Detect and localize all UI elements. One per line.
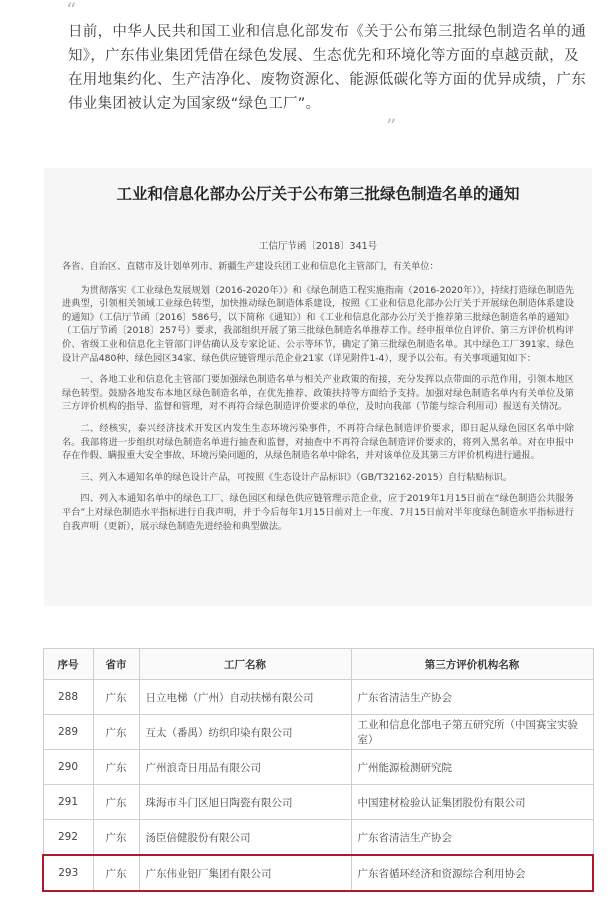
green-factory-table xyxy=(42,648,594,892)
cell-evaluator: 中国建材检验认证集团股份有限公司 xyxy=(351,785,593,820)
notice-paragraph: 三、列入本通知名单的绿色设计产品，可按照《生态设计产品标识》（GB/T32162-2015）自行粘贴标识。 xyxy=(80,471,513,483)
cell-evaluator: 广东省清洁生产协会 xyxy=(351,820,593,856)
header-evaluator: 第三方评价机构名称 xyxy=(351,649,593,680)
intro-paragraph: 日前，中华人民共和国工业和信息化部发布《关于公布第三批绿色制造名单的通知》，广东伟业集团凭借在绿色发展、生态优先和环境化等方面的卓越贡献，及在用地集约化、生产洁净化、废物资源化、能源低碳化等方面的优异成绩，广东伟业集团被认定为国家级“绿色工厂”。 xyxy=(68,24,586,112)
notice-paragraph: 四、列入本通知名单中的绿色工厂、绿色园区和绿色供应链管理示范企业，应于2019年1月15日前在“绿色制造公共服务平台”上对绿色制造水平指标进行自我声明，并于今后每年1月15日前对上一年度、7月15日前对半年度绿色制造水平指标进行自我声明（更新），展示绿色制造先进经验和典型做法。 xyxy=(62,493,574,532)
cell-serial: 291 xyxy=(43,785,93,820)
table-row xyxy=(43,680,593,715)
cell-factory-name: 汤臣倍健股份有限公司 xyxy=(139,820,351,856)
cell-province: 广东 xyxy=(93,715,139,750)
cell-serial: 293 xyxy=(43,855,93,891)
cell-serial: 290 xyxy=(43,750,93,785)
table-row xyxy=(43,715,593,750)
cell-province: 广东 xyxy=(93,750,139,785)
cell-serial: 289 xyxy=(43,715,93,750)
notice-paragraph: 一、各地工业和信息化主管部门要加强绿色制造名单与相关产业政策的衔接，充分发挥以点带面的示范作用，引领本地区绿色转型。鼓励各地发布本地区绿色制造名单，在优先推荐、政策扶持等方面给予支持。加强对绿色制造名单内有关单位及第三方评价机构的指导、监督和管理，对不再符合绿色制造评价要求的单位，及时向我部（节能与综合利用司）报送有关情况。 xyxy=(62,374,574,413)
cell-province: 广东 xyxy=(93,785,139,820)
header-factory-name: 工厂名称 xyxy=(139,649,351,680)
cell-evaluator: 工业和信息化部电子第五研究所（中国赛宝实验室） xyxy=(351,715,593,750)
header-serial: 序号 xyxy=(43,649,93,680)
cell-serial: 288 xyxy=(43,680,93,715)
cell-serial: 292 xyxy=(43,820,93,856)
cell-factory-name: 广东伟业铝厂集团有限公司 xyxy=(139,855,351,891)
notice-title: 工业和信息化部办公厅关于公布第三批绿色制造名单的通知 xyxy=(116,185,520,203)
cell-factory-name: 互太（番禺）纺织印染有限公司 xyxy=(139,715,351,750)
cell-evaluator: 广东省清洁生产协会 xyxy=(351,680,593,715)
cell-factory-name: 日立电梯（广州）自动扶梯有限公司 xyxy=(139,680,351,715)
table-row xyxy=(43,750,593,785)
table-row xyxy=(43,785,593,820)
header-province: 省市 xyxy=(93,649,139,680)
cell-evaluator: 广东省循环经济和资源综合利用协会 xyxy=(351,855,593,891)
highlighted-table-row xyxy=(43,855,593,891)
open-quote-mark: “ xyxy=(66,0,77,22)
cell-province: 广东 xyxy=(93,855,139,891)
cell-factory-name: 珠海市斗门区旭日陶瓷有限公司 xyxy=(139,785,351,820)
notice-document xyxy=(44,168,592,606)
close-quote-mark: ” xyxy=(386,114,397,138)
table-row xyxy=(43,820,593,856)
notice-paragraph: 为贯彻落实《工业绿色发展规划（2016-2020年）》和《绿色制造工程实施指南（2016-2020年）》，持续打造绿色制造先进典型，引领相关领域工业绿色转型，加快推动绿色制造体系建设，按照《工业和信息化部办公厅关于开展绿色制造体系建设的通知》（工信厅节函〔2016〕586号，以下简称《通知》）和《工业和信息化部办公厅关于推荐第三批绿色制造名单的通知》（工信厅节函〔2018〕257号）要求，我部组织开展了第三批绿色制造名单推荐工作。经申报单位自评价、第三方评价机构评价、省级工业和信息化主管部门评估确认及专家论证、公示等环节，确定了第三批绿色制造名单。其中绿色工厂391家、绿色设计产品480种、绿色园区34家、绿色供应链管理示范企业21家（详见附件1-4），现予以公布。有关事项通知如下： xyxy=(62,284,574,364)
table-header-row xyxy=(43,649,593,680)
cell-province: 广东 xyxy=(93,820,139,856)
notice-addressee: 各省、自治区、直辖市及计划单列市、新疆生产建设兵团工业和信息化主管部门，有关单位： xyxy=(62,261,439,272)
notice-doc-number: 工信厅节函〔2018〕341号 xyxy=(258,241,378,252)
cell-factory-name: 广州浪奇日用品有限公司 xyxy=(139,750,351,785)
cell-evaluator: 广州能源检测研究院 xyxy=(351,750,593,785)
notice-paragraph: 二、经核实，泰兴经济技术开发区内发生生态环境污染事件，不再符合绿色制造评价要求，即日起从绿色园区名单中除名。我部将进一步组织对绿色制造名单进行抽查和监督，对抽查中不再符合绿色制造评价要求的，将列入黑名单。对在申报中存在作假、瞒报重大安全事故、环境污染问题的，从绿色制造名单中除名，并对该单位及其第三方评价机构进行通报。 xyxy=(62,422,574,462)
cell-province: 广东 xyxy=(93,680,139,715)
notice-body xyxy=(62,260,574,541)
